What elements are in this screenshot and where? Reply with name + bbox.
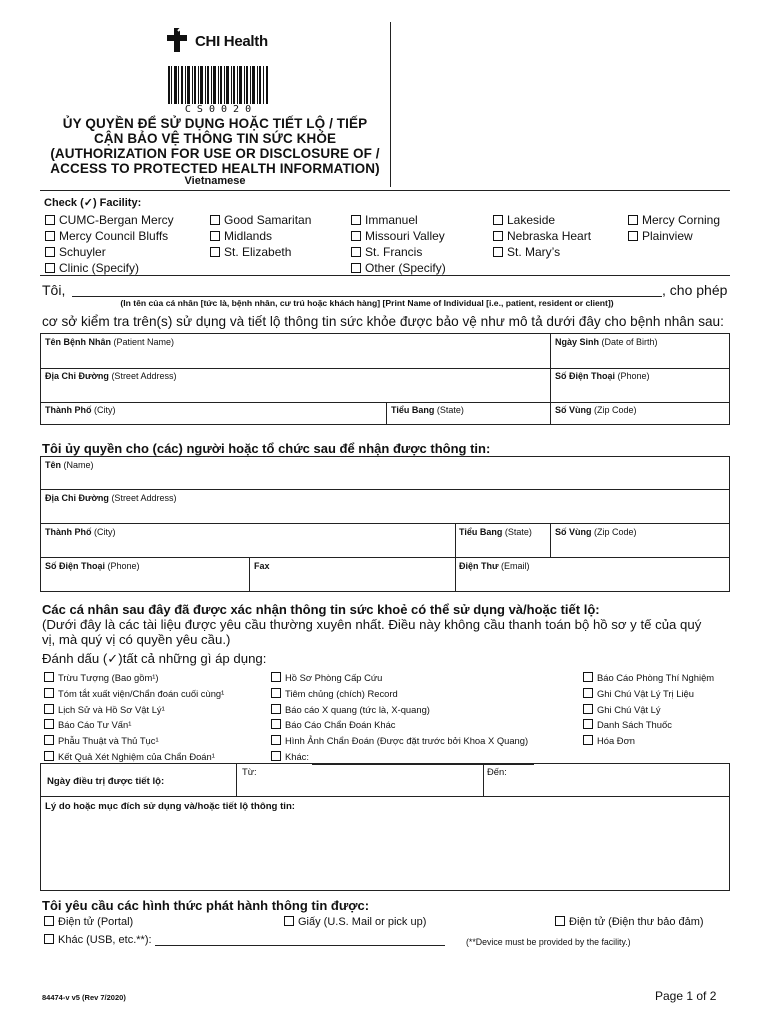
facility-option[interactable]: Clinic (Specify) <box>45 260 314 276</box>
checkbox[interactable] <box>271 751 281 761</box>
toi-label: Tôi, <box>42 282 66 298</box>
recipient-state-field[interactable]: Tiểu Bang (State) <box>459 527 532 537</box>
device-note: (**Device must be provided by the facility.) <box>466 937 631 947</box>
logo-text: CHI Health <box>195 33 268 50</box>
form-number: 84474-v v5 (Rev 7/2020) <box>42 993 126 1002</box>
dates-table <box>40 763 730 797</box>
barcode-text: C S 0 0 2 0 <box>184 104 252 115</box>
facility-option[interactable]: St. Francis <box>351 244 633 260</box>
checkbox[interactable] <box>210 247 220 257</box>
record-option[interactable]: Hình Ảnh Chẩn Đoán (Được đặt trước bởi Khoa X Quang) <box>271 733 534 749</box>
date-from-field[interactable]: Từ: <box>242 766 257 777</box>
checkbox[interactable] <box>583 704 593 714</box>
facility-option[interactable]: Other (Specify) <box>351 260 633 276</box>
checkbox[interactable] <box>44 735 54 745</box>
form-title <box>40 116 390 176</box>
clinic-specify-field[interactable] <box>142 264 314 276</box>
authorization-sentence: cơ sở kiểm tra trên(s) sử dụng và tiết lộ thông tin sức khỏe được bảo vệ như mô tả dưới đây cho bệnh nhân sau: <box>42 314 724 329</box>
checkbox[interactable] <box>493 215 503 225</box>
records-col-2 <box>271 670 534 765</box>
release-option-paper[interactable]: Giấy (U.S. Mail or pick up) <box>284 916 426 928</box>
page-number: Page 1 of 2 <box>655 989 717 1003</box>
other-release-field[interactable] <box>155 935 445 946</box>
facility-col-5 <box>628 212 720 244</box>
facility-option[interactable]: Mercy Council Bluffs <box>45 228 314 244</box>
record-option[interactable]: Trừu Tượng (Bao gồm¹) <box>44 670 224 686</box>
individual-name-field[interactable] <box>72 296 662 297</box>
record-option[interactable]: Danh Sách Thuốc <box>583 717 714 733</box>
facility-option[interactable]: CUMC-Bergan Mercy <box>45 212 314 228</box>
print-name-note: (In tên của cá nhân [tức là, bệnh nhân, cư trú hoặc khách hàng] [Print Name of Individual [i.e., patient, resident or client]) <box>120 298 614 308</box>
checkbox[interactable] <box>583 735 593 745</box>
record-option[interactable]: Tiêm chủng (chích) Record <box>271 686 534 702</box>
facility-option[interactable]: Midlands <box>210 228 311 244</box>
checkbox[interactable] <box>44 688 54 698</box>
date-to-field[interactable]: Đến: <box>487 766 507 777</box>
facility-option[interactable]: Plainview <box>628 228 720 244</box>
record-option[interactable]: Hóa Đơn <box>583 733 714 749</box>
title-line-1: ỦY QUYỀN ĐỂ SỬ DỤNG HOẶC TIẾT LỘ / TIẾP <box>62 116 368 131</box>
patient-phone-field[interactable]: Số Điện Thoại (Phone) <box>555 371 650 381</box>
records-col-3 <box>583 670 714 749</box>
record-option[interactable]: Khác: <box>271 749 534 765</box>
recipient-email-field[interactable]: Điện Thư (Email) <box>459 561 530 571</box>
release-option-secure-email[interactable]: Điện tử (Điện thư bảo đảm) <box>555 916 704 928</box>
checkbox[interactable] <box>555 916 565 926</box>
facility-heading: Check (✓) Facility: <box>44 197 142 209</box>
patient-info-table <box>40 333 730 425</box>
checkbox[interactable] <box>583 672 593 682</box>
record-option[interactable]: Phẫu Thuật và Thủ Tục¹ <box>44 733 224 749</box>
recipient-fax-field[interactable]: Fax <box>254 561 270 571</box>
record-option[interactable]: Tóm tắt xuất viện/Chẩn đoán cuối cùng¹ <box>44 686 224 702</box>
release-option-other[interactable]: Khác (USB, etc.**): <box>44 934 445 946</box>
recipient-heading: Tôi ủy quyền cho (các) người hoặc tổ chức sau để nhận được thông tin: <box>42 441 491 456</box>
facility-option[interactable]: Schuyler <box>45 244 314 260</box>
recipient-zip-field[interactable]: Số Vùng (Zip Code) <box>555 527 637 537</box>
checkbox[interactable] <box>284 916 294 926</box>
facility-section <box>40 190 730 276</box>
release-heading: Tôi yêu cầu các hình thức phát hành thông tin được: <box>42 898 370 913</box>
recipient-city-field[interactable]: Thành Phố (City) <box>45 527 116 537</box>
record-option[interactable]: Báo cáo X quang (tức là, X-quang) <box>271 702 534 718</box>
checkbox[interactable] <box>45 215 55 225</box>
facility-option[interactable]: St. Elizabeth <box>210 244 311 260</box>
checkbox[interactable] <box>351 215 361 225</box>
mark-all-label: Đánh dấu (✓)tất cả những gì áp dụng: <box>42 651 267 666</box>
purpose-field[interactable] <box>40 796 730 891</box>
facility-option[interactable]: Lakeside <box>493 212 591 228</box>
checkbox[interactable] <box>45 263 55 273</box>
patient-zip-field[interactable]: Số Vùng (Zip Code) <box>555 405 637 415</box>
checkbox[interactable] <box>210 215 220 225</box>
date-of-birth-field[interactable]: Ngày Sinh (Date of Birth) <box>555 337 658 347</box>
treatment-dates-label: Ngày điều trị được tiết lộ: <box>47 776 165 787</box>
record-option[interactable]: Ghi Chú Vật Lý <box>583 702 714 718</box>
facility-col-4 <box>493 212 591 260</box>
title-line-4: ACCESS TO PROTECTED HEALTH INFORMATION) <box>50 161 380 176</box>
records-note-line-1: (Dưới đây là các tài liệu được yêu cầu thường xuyên nhất. Điều này không cầu thanh toán bộ hồ sơ y tế của quý <box>42 617 702 632</box>
checkbox[interactable] <box>493 247 503 257</box>
checkbox[interactable] <box>628 215 638 225</box>
facility-option[interactable]: Good Samaritan <box>210 212 311 228</box>
patient-name-field[interactable]: Tên Bệnh Nhân (Patient Name) <box>45 337 175 347</box>
recipient-street-address-field[interactable]: Địa Chỉ Đường (Street Address) <box>45 493 177 503</box>
checkbox[interactable] <box>44 672 54 682</box>
facility-option[interactable]: Missouri Valley <box>351 228 633 244</box>
recipient-info-table <box>40 456 730 592</box>
checkbox[interactable] <box>271 704 281 714</box>
record-option[interactable]: Báo Cáo Phòng Thí Nghiệm <box>583 670 714 686</box>
barcode-bars-icon <box>166 66 270 104</box>
barcode <box>166 66 270 106</box>
checkbox[interactable] <box>583 719 593 729</box>
records-col-1 <box>44 670 224 765</box>
checkbox[interactable] <box>44 751 54 761</box>
release-option-portal[interactable]: Điện tử (Portal) <box>44 916 133 928</box>
cho-phep-label: , cho phép <box>662 282 728 298</box>
recipient-name-field[interactable]: Tên (Name) <box>45 460 94 470</box>
patient-city-field[interactable]: Thành Phố (City) <box>45 405 116 415</box>
title-line-3: (AUTHORIZATION FOR USE OR DISCLOSURE OF / <box>50 146 380 161</box>
checkbox[interactable] <box>271 688 281 698</box>
title-line-2: CẬN BẢO VỆ THÔNG TIN SỨC KHỎE <box>93 131 337 146</box>
checkbox[interactable] <box>628 231 638 241</box>
checkbox[interactable] <box>45 231 55 241</box>
checkbox[interactable] <box>44 934 54 944</box>
facility-option[interactable]: Immanuel <box>351 212 633 228</box>
recipient-phone-field[interactable]: Số Điện Thoại (Phone) <box>45 561 140 571</box>
checkbox[interactable] <box>271 719 281 729</box>
record-option[interactable]: Báo Cáo Chẩn Đoán Khác <box>271 717 534 733</box>
checkbox[interactable] <box>583 688 593 698</box>
patient-street-address-field[interactable]: Địa Chỉ Đường (Street Address) <box>45 371 177 381</box>
records-heading: Các cá nhân sau đây đã được xác nhận thông tin sức khoẻ có thể sử dụng và/hoặc tiết lộ: <box>42 602 600 617</box>
records-note-line-2: vị, mà quý vị có quyền yêu cầu.) <box>42 632 231 647</box>
facility-col-2 <box>210 212 311 260</box>
record-option[interactable]: Lịch Sử và Hồ Sơ Vật Lý¹ <box>44 702 224 718</box>
checkbox[interactable] <box>351 231 361 241</box>
record-option[interactable]: Báo Cáo Tư Vấn¹ <box>44 717 224 733</box>
checkbox[interactable] <box>44 916 54 926</box>
record-option[interactable]: Kết Quả Xét Nghiệm của Chẩn Đoán¹ <box>44 749 224 765</box>
facility-option[interactable]: Nebraska Heart <box>493 228 591 244</box>
checkbox[interactable] <box>493 231 503 241</box>
checkbox[interactable] <box>44 719 54 729</box>
checkbox[interactable] <box>271 672 281 682</box>
language-label: Vietnamese <box>184 175 246 187</box>
checkbox[interactable] <box>45 247 55 257</box>
patient-state-field[interactable]: Tiểu Bang (State) <box>391 405 464 415</box>
checkbox[interactable] <box>271 735 281 745</box>
record-option[interactable]: Hồ Sơ Phòng Cấp Cứu <box>271 670 534 686</box>
checkbox[interactable] <box>351 263 361 273</box>
purpose-label: Lý do hoặc mục đích sử dụng và/hoặc tiết lộ thông tin: <box>45 801 295 812</box>
chi-health-logo <box>165 26 275 56</box>
checkbox[interactable] <box>210 231 220 241</box>
header-divider <box>390 22 391 187</box>
checkbox[interactable] <box>44 704 54 714</box>
record-option[interactable]: Ghi Chú Vật Lý Trị Liệu <box>583 686 714 702</box>
checkbox[interactable] <box>351 247 361 257</box>
other-specify-field[interactable] <box>449 264 633 276</box>
facility-option[interactable]: Mercy Corning <box>628 212 720 228</box>
facility-option[interactable]: St. Mary’s <box>493 244 591 260</box>
cross-logo-icon <box>165 26 193 54</box>
